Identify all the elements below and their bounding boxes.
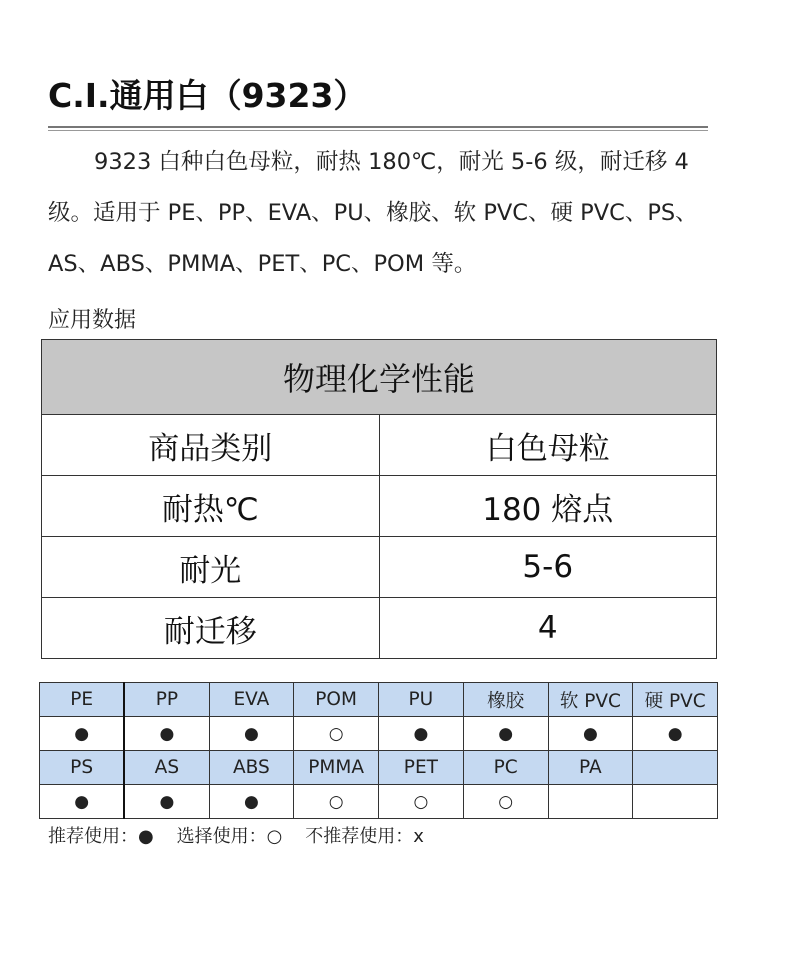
application-name: PE	[40, 683, 125, 717]
application-name: PC	[463, 751, 548, 785]
table-row	[42, 476, 717, 537]
suitability-mark: ●	[40, 717, 125, 751]
suitability-mark: ●	[209, 717, 294, 751]
application-name: PMMA	[294, 751, 379, 785]
suitability-mark: ●	[548, 717, 633, 751]
application-name: PS	[40, 751, 125, 785]
title-divider-thin	[48, 130, 708, 131]
suitability-mark: ○	[294, 717, 379, 751]
application-name: PP	[124, 683, 209, 717]
title-divider	[48, 126, 708, 128]
product-description: 9323 白种白色母粒，耐热 180℃，耐光 5-6 级，耐迁移 4 级。适用于 PE、PP、EVA、PU、橡胶、软 PVC、硬 PVC、PS、AS、ABS、PMMA、PET、PC、POM 等。	[48, 149, 698, 277]
application-name: 硬 PVC	[633, 683, 718, 717]
application-marks-row	[40, 785, 718, 819]
property-label: 耐迁移	[42, 598, 380, 659]
suitability-mark: ○	[463, 785, 548, 819]
property-value: 4	[379, 598, 717, 659]
table-row	[42, 415, 717, 476]
application-name: AS	[124, 751, 209, 785]
table-row	[42, 537, 717, 598]
property-label: 耐光	[42, 537, 380, 598]
application-names-row	[40, 751, 718, 785]
property-value: 5-6	[379, 537, 717, 598]
table-row	[42, 598, 717, 659]
property-value: 白色母粒	[379, 415, 717, 476]
suitability-mark: ●	[633, 717, 718, 751]
suitability-mark: ●	[40, 785, 125, 819]
application-name: POM	[294, 683, 379, 717]
applications-table	[39, 682, 718, 819]
suitability-mark: ●	[463, 717, 548, 751]
application-name: PU	[379, 683, 464, 717]
application-name	[633, 751, 718, 785]
properties-header: 物理化学性能	[42, 340, 717, 415]
legend	[48, 822, 424, 848]
application-name: 软 PVC	[548, 683, 633, 717]
application-name: ABS	[209, 751, 294, 785]
suitability-mark: ●	[379, 717, 464, 751]
legend-optional: 选择使用：○	[176, 826, 283, 847]
application-name: EVA	[209, 683, 294, 717]
legend-not-recommended: 不推荐使用：x	[305, 826, 424, 847]
suitability-mark	[633, 785, 718, 819]
application-name: PET	[379, 751, 464, 785]
suitability-mark: ○	[379, 785, 464, 819]
legend-recommended: 推荐使用：●	[48, 826, 154, 847]
property-label: 商品类别	[42, 415, 380, 476]
application-name: PA	[548, 751, 633, 785]
suitability-mark: ○	[294, 785, 379, 819]
page-title: C.I.通用白（9323）	[48, 76, 367, 115]
suitability-mark	[548, 785, 633, 819]
property-label: 耐热℃	[42, 476, 380, 537]
property-value: 180 熔点	[379, 476, 717, 537]
application-names-row	[40, 683, 718, 717]
properties-table	[41, 339, 717, 659]
application-name: 橡胶	[463, 683, 548, 717]
section-label: 应用数据	[48, 308, 137, 333]
suitability-mark: ●	[124, 717, 209, 751]
application-marks-row	[40, 717, 718, 751]
suitability-mark: ●	[209, 785, 294, 819]
suitability-mark: ●	[124, 785, 209, 819]
